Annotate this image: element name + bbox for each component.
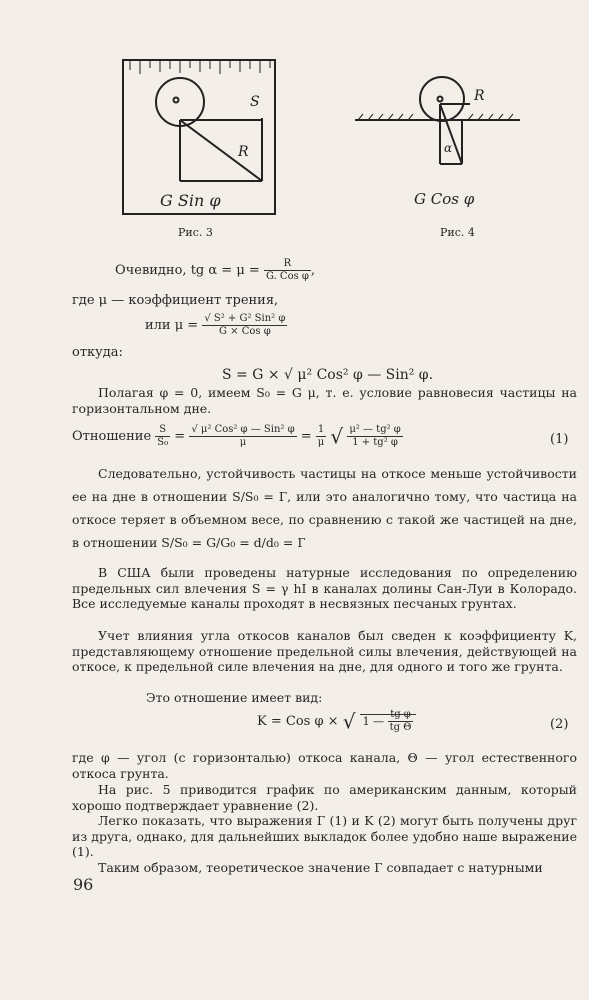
paragraph-9: Таким образом, теоретическое значение Г совпадает с натурными: [98, 860, 543, 875]
friction-line: где μ — коэффициент трения,: [72, 293, 279, 308]
equation-1: Отношение $\frac{S}{\text{S₀}}$ = $\frac{\text{√ μ² Cos² φ — Sin² φ}}{\mu}$ = $\frac{1}{\mu}$ √ $\frac{\text{μ² — tg² φ}}{\text{1 + tg² φ}}$: [72, 424, 401, 449]
eq-fraction: [316, 424, 327, 449]
paragraph-6: где φ — угол (с горизонталью) откоса канала, Θ — угол естественного откоса грунта.: [72, 750, 577, 781]
paragraph-5: Это отношение имеет вид:: [146, 690, 323, 705]
fig4-caption: Рис. 4: [440, 226, 475, 239]
eq-den: G. Cos φ: [265, 271, 309, 282]
page-number: 96: [73, 875, 94, 894]
fig3-label-r: R: [238, 144, 249, 160]
eq-fraction: [189, 424, 296, 449]
fig3-label-g: G Sin φ: [160, 191, 221, 210]
figure-4-drawing: [355, 77, 520, 164]
eq-tg: tg α = μ =: [190, 263, 260, 278]
sqrt-sign: √: [342, 709, 356, 734]
fig3-label-s: S: [250, 94, 260, 110]
sqrt-sign: √: [330, 424, 344, 449]
equation-number-1: (1): [550, 432, 569, 447]
equation-2: [257, 709, 416, 734]
equation-number-2: (2): [550, 717, 569, 732]
eq-num: μ² — tg² φ: [349, 424, 401, 435]
whence-line: откуда:: [72, 345, 123, 360]
eq-fraction: [155, 424, 170, 449]
eq-den: μ: [239, 437, 247, 448]
eq-fraction: [202, 313, 287, 338]
paragraph-8: Легко показать, что выражения Г (1) и K (2) могут быть получены друг из друга, однако, для дальнейших выкладок более удобно наше выражение (1).: [72, 813, 577, 859]
paragraph-1: Полагая φ = 0, имеем S₀ = G μ, т. е. условие равновесия частицы на горизонтальном дне.: [72, 385, 577, 416]
fig4-label-r: R: [474, 88, 485, 104]
paragraph-3: В США были проведены натурные исследования по определению предельных сил влечения S = γ hI в каналах долины Сан-Луи в Колорадо. Все исследуемые каналы проходят в несвязных песчаных грунтах.: [72, 565, 577, 611]
eq-den: G × Cos φ: [218, 326, 271, 337]
eq-lead: или μ =: [145, 318, 199, 333]
eq-lead: K = Cos φ ×: [257, 714, 339, 729]
paragraph-7: На рис. 5 приводится график по американским данным, который хорошо подтверждает уравнение (2).: [72, 782, 577, 813]
eq-den: 1 + tg² φ: [352, 437, 398, 448]
eq-num: R: [264, 258, 311, 271]
fig3-caption: Рис. 3: [178, 226, 213, 239]
eq-den: μ: [317, 437, 325, 448]
equation-tg-alpha: Очевидно, tg α = μ = $\frac{R}{\text{G. Cos φ}}$ ,: [115, 258, 316, 282]
figures-area: [0, 56, 589, 246]
eq-den: S₀: [157, 437, 169, 448]
equation-s: S = G × √ μ² Cos² φ — Sin² φ.: [222, 367, 434, 383]
eq-fraction: [347, 424, 402, 449]
eq-num: tg φ: [388, 709, 414, 722]
paragraph-4: Учет влияния угла откосов каналов был сведен к коэффициенту K, представляющему отношение предельной силы влечения, действующей на откосе, к предельной силе влечения на дне, для одного и того же грунта.: [72, 628, 577, 674]
eq-fraction: [264, 258, 311, 283]
figure-drawings: [0, 56, 589, 246]
fig4-label-g: G Cos φ: [414, 190, 475, 208]
eq-num: √ S² + G² Sin² φ: [204, 313, 286, 324]
sqrt-body: 1 — $\frac{\text{tg φ}}{\text{tg Θ}}$: [360, 714, 417, 728]
eq-lead: Отношение: [72, 429, 152, 444]
paragraph-2: Следовательно, устойчивость частицы на откосе меньше устойчивости ее на дне в отношении S/S₀ = Г, или это аналогично тому, что частица на откосе теряет в объемном весе, по сравнению с такой же частицей на дне, в отношении S/S₀ = G/G₀ = d/d₀ = Г: [72, 466, 577, 550]
eq-den: tg Θ: [389, 722, 412, 733]
eq-num: 1: [316, 424, 327, 437]
fig4-label-alpha: α: [444, 141, 453, 155]
eq-fraction: [388, 709, 414, 734]
eq-num: √ μ² Cos² φ — Sin² φ: [191, 424, 295, 435]
eq-lead: Очевидно,: [115, 263, 187, 278]
equation-mu: [145, 313, 287, 338]
eq-num: S: [155, 424, 170, 437]
